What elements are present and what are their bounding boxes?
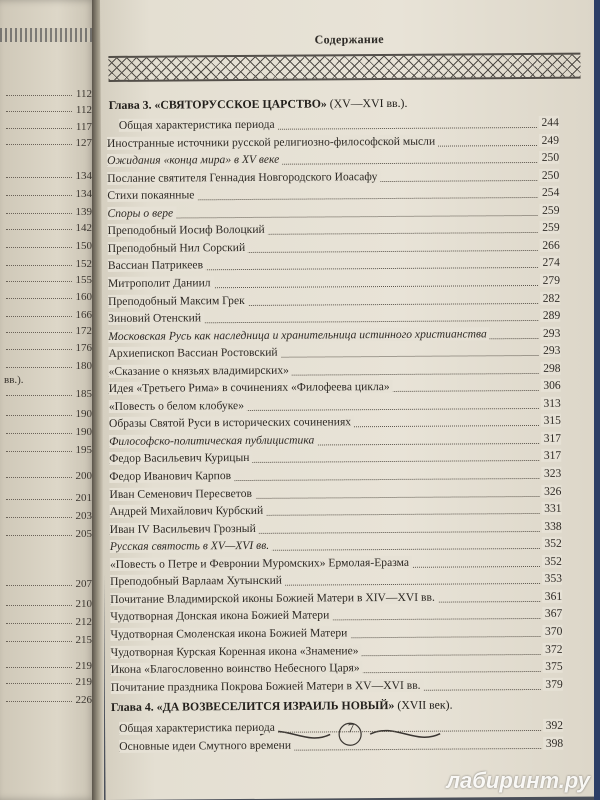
- left-page-entry: [0, 528, 96, 544]
- chapter4-heading: [111, 698, 453, 715]
- toc-entry-title: Общая характеристика периода: [119, 118, 278, 132]
- left-page-number: 190: [75, 426, 92, 438]
- left-page-entry: [0, 240, 96, 256]
- left-page-number: 150: [75, 240, 92, 252]
- left-page-number: 134: [75, 170, 92, 182]
- chapter3-label: Глава 3.: [108, 97, 152, 112]
- toc-entry-title: Русская святость в XV—XVI вв.: [110, 539, 272, 553]
- toc-entry-title: Иностранные источники русской религиозно-философской мысли: [107, 134, 438, 149]
- toc-entry-title: «Повесть о белом клобуке»: [109, 399, 247, 413]
- toc-entry-page: 250: [539, 151, 559, 164]
- left-page-number: 219: [75, 676, 92, 688]
- left-page-entry: [0, 660, 96, 676]
- toc-entry-page: 317: [541, 449, 561, 462]
- left-page-number: 207: [75, 578, 92, 590]
- left-page-entry: [0, 170, 96, 186]
- left-page-number: 200: [75, 470, 92, 482]
- left-page-entry: [0, 510, 96, 526]
- toc-entry-title: Стихи покаянные: [107, 189, 197, 203]
- left-page-number: 139: [75, 206, 92, 218]
- chapter3-title: «СВЯТОРУССКОЕ ЦАРСТВО»: [154, 96, 327, 112]
- chapter3-period: (XV—XVI вв.).: [329, 95, 408, 111]
- toc-entry-title: Андрей Михайлович Курбский: [110, 504, 267, 518]
- toc-entry-page: 375: [542, 660, 562, 673]
- toc-entry-page: 353: [542, 572, 562, 585]
- toc-entry-title: Чудотворная Смоленская икона Божией Матери: [110, 626, 350, 641]
- left-page-entry: [0, 598, 96, 614]
- toc-entry-page: 361: [542, 590, 562, 603]
- toc-entry-title: Преподобный Варлаам Хутынский: [110, 574, 285, 588]
- left-page-number: 112: [75, 88, 92, 100]
- left-page-number: 160: [75, 291, 92, 303]
- left-page-number: 226: [75, 694, 92, 706]
- chapter4-label: Глава 4.: [110, 699, 157, 715]
- chapter4-period: (XVII век).: [397, 697, 453, 713]
- toc-entry-page: 392: [543, 719, 563, 732]
- left-page-entry: [0, 676, 96, 692]
- left-page-number: 180: [75, 360, 92, 372]
- left-page-entry: [0, 258, 96, 274]
- toc-entry-page: 323: [541, 467, 561, 480]
- toc-entry-title: Преподобный Иосиф Волоцкий: [108, 223, 268, 237]
- left-page-entry: [0, 388, 96, 404]
- toc-entry-page: 274: [539, 256, 559, 269]
- toc-entry-title: Зиновий Отенский: [108, 311, 204, 325]
- left-page-number: 215: [75, 634, 92, 646]
- toc-entry-page: 254: [539, 186, 559, 199]
- left-page-entry: [0, 274, 96, 290]
- toc-entry-page: 367: [542, 607, 562, 620]
- left-page-entry: [0, 634, 96, 650]
- toc-entry-page: 289: [540, 309, 560, 322]
- toc-entry-page: 370: [542, 625, 562, 638]
- toc-entry-page: 298: [540, 361, 560, 374]
- left-page-number: 176: [75, 342, 92, 354]
- toc-entry-title: Митрополит Даниил: [108, 276, 214, 290]
- toc-entry-page: 379: [542, 677, 562, 690]
- left-page-entry: [0, 470, 96, 486]
- left-page-entry: [0, 121, 96, 137]
- left-page-entry: [0, 206, 96, 222]
- left-page-entry: [0, 104, 96, 120]
- left-page-entry: [0, 492, 96, 508]
- toc-entry-page: 317: [541, 432, 561, 445]
- left-page-number: 212: [75, 616, 92, 628]
- toc-entry-title: Икона «Благословенно воинство Небесного Царя»: [111, 661, 363, 676]
- toc-entry-title: Философско-политическая публицистика: [109, 433, 317, 447]
- left-page-number: 190: [75, 408, 92, 420]
- toc-entry-page: 326: [541, 484, 561, 497]
- toc-entry-page: 266: [539, 239, 559, 252]
- left-page-entry: [0, 578, 96, 594]
- toc-entry-page: 352: [541, 537, 561, 550]
- book-cover-edge: [594, 0, 600, 800]
- page-header: Содержание: [314, 32, 384, 47]
- left-page-number: 166: [75, 309, 92, 321]
- left-page-fragment: вв.).: [4, 374, 24, 386]
- left-page-entry: [0, 188, 96, 204]
- toc-entry-page: 372: [542, 642, 562, 655]
- left-page-number: 172: [75, 325, 92, 337]
- left-page-entry: [0, 426, 96, 442]
- toc-entry-page: 279: [540, 274, 560, 287]
- left-page-number: 195: [75, 444, 92, 456]
- left-page-number: 117: [75, 121, 92, 133]
- left-page-number: 152: [75, 258, 92, 270]
- watermark-logo: лабиринт.ру: [446, 768, 590, 793]
- left-page-number: 210: [75, 598, 92, 610]
- left-page-entry: [0, 408, 96, 424]
- left-page-number: 203: [75, 510, 92, 522]
- toc-entry-title: Иван Семенович Пересветов: [109, 486, 255, 500]
- left-page-entry: [0, 342, 96, 358]
- toc-entry-page: 398: [543, 736, 563, 749]
- toc-entry-title: Преподобный Нил Сорский: [108, 241, 249, 255]
- toc-entry-page: 259: [539, 221, 559, 234]
- left-page-number: 185: [75, 388, 92, 400]
- toc-entry-title: Чудотворная Курская Коренная икона «Знамение»: [111, 644, 362, 659]
- left-ornament: [0, 28, 96, 42]
- toc-entry-title: Послание святителя Геннадия Новгородского Иоасафу: [107, 170, 380, 185]
- toc-entry-title: Чудотворная Донская икона Божией Матери: [110, 609, 332, 624]
- toc-entry-title: Идея «Третьего Рима» в сочинениях «Филофеева цикла»: [109, 380, 393, 395]
- toc-entry-title: Федор Иванович Карпов: [109, 469, 234, 483]
- toc-entry-title: Почитание праздника Покрова Божией Матери в XV—XVI вв.: [111, 678, 424, 693]
- toc-entry-title: Московская Русь как наследница и хранительница истинного христианства: [108, 327, 490, 343]
- toc-entry-page: 293: [540, 344, 560, 357]
- left-page-entry: [0, 444, 96, 460]
- left-page-number: 155: [75, 274, 92, 286]
- toc-entry-title: Иван IV Васильевич Грозный: [110, 522, 259, 536]
- toc-entry-page: 338: [541, 519, 561, 532]
- toc-entry-title: Федор Васильевич Курицын: [109, 451, 252, 465]
- left-page-entry: [0, 137, 96, 153]
- toc-entry-page: 306: [540, 379, 560, 392]
- toc-entry-title: Общая характеристика периода: [119, 721, 278, 735]
- left-page-entry: [0, 616, 96, 632]
- toc-entry-page: 259: [539, 204, 559, 217]
- left-page-entry: [0, 88, 96, 104]
- toc-entry-title: Преподобный Максим Грек: [108, 293, 248, 307]
- chapter3-heading: [109, 96, 408, 113]
- toc-entry-title: Вассиан Патрикеев: [108, 259, 206, 273]
- left-page-number: 219: [75, 660, 92, 672]
- left-page-number: 127: [75, 137, 92, 149]
- toc-entry-title: «Сказание о князьях владимирских»: [109, 363, 292, 377]
- left-page-entry: [0, 291, 96, 307]
- left-page-number: 142: [75, 222, 92, 234]
- toc-entry-title: Архиепископ Вассиан Ростовский: [108, 346, 280, 360]
- left-page-number: 112: [75, 104, 92, 116]
- toc-entry-title: Ожидания «конца мира» в XV веке: [107, 153, 282, 167]
- left-page: [0, 0, 96, 800]
- left-page-entry: [0, 309, 96, 325]
- toc-entry-title: Образы Святой Руси в исторических сочинениях: [109, 416, 354, 431]
- toc-entry-page: 282: [540, 291, 560, 304]
- left-page-number: 201: [75, 492, 92, 504]
- toc-entry-title: Споры о вере: [107, 206, 176, 219]
- toc-entry[interactable]: [111, 677, 563, 698]
- header-ornament: [108, 53, 580, 82]
- left-page-entry: [0, 325, 96, 341]
- left-page-number: 205: [75, 528, 92, 540]
- left-page-entry: [0, 694, 96, 710]
- toc-entry-page: 331: [541, 502, 561, 515]
- toc-entry-page: 352: [541, 555, 561, 568]
- toc-page: [100, 0, 600, 800]
- toc-entry-page: 250: [539, 168, 559, 181]
- left-page-entry: [0, 222, 96, 238]
- left-page-number: 134: [75, 188, 92, 200]
- page-number: 7: [347, 720, 355, 736]
- toc-entry-page: 249: [539, 133, 559, 146]
- toc-entry-title: «Повесть о Петре и Февронии Муромских» Ермолая-Еразма: [110, 556, 412, 571]
- toc-entry-title: Почитание Владимирской иконы Божией Матери в XIV—XVI вв.: [110, 590, 438, 605]
- toc-entry-page: 244: [538, 116, 558, 129]
- toc-entry-title: Основные идеи Смутного времени: [119, 738, 294, 752]
- toc-entry-page: 315: [541, 414, 561, 427]
- toc-entry-page: 313: [540, 397, 560, 410]
- toc-entry-page: 293: [540, 326, 560, 339]
- chapter4-title: «ДА ВОЗВЕСЕЛИТСЯ ИЗРАИЛЬ НОВЫЙ»: [156, 698, 398, 714]
